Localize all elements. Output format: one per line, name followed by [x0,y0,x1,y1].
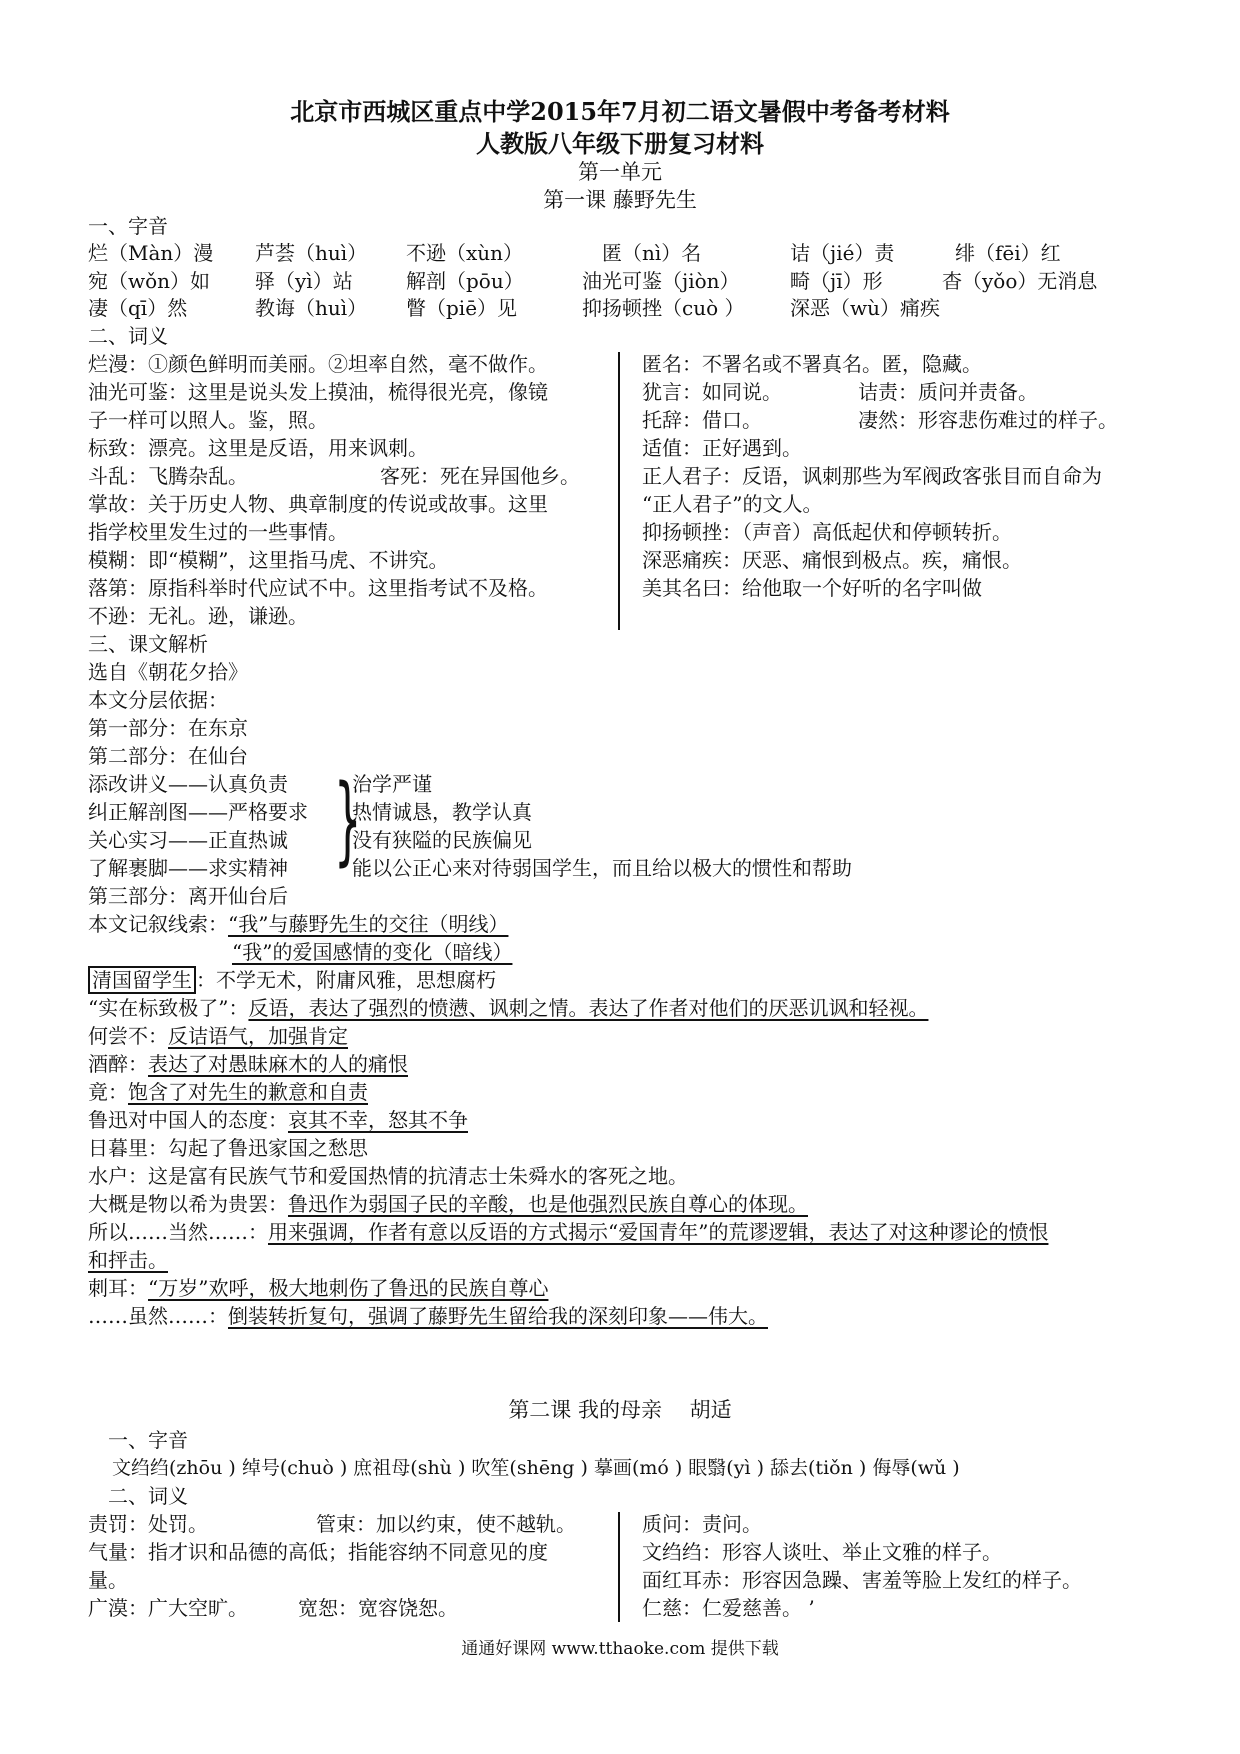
vocab-entry: “正人君子”的文人。 [642,492,823,516]
vocab-entry: 标致：漂亮。这里是反语，用来讽刺。 [88,436,428,460]
brace-right-item: 治学严谨 [352,772,432,796]
analysis-item [88,1302,768,1330]
pinyin-item: 凄（qī）然 [88,296,188,320]
analysis-item [88,1050,408,1078]
vocab-entry: 落第：原指科举时代应试不中。这里指考试不及格。 [88,576,548,600]
lesson-2-heading: 第二课 我的母亲 胡适 [508,1398,732,1422]
brace-right-item: 热情诚恳，教学认真 [352,800,532,824]
doc-subtitle: 人教版八年级下册复习材料 [476,129,764,158]
vocab-entry: 掌故：关于历史人物、典章制度的传说或故事。这里 [88,492,548,516]
brace-left-item: 关心实习——正直热诚 [88,828,288,852]
l2-pinyin-line: 文绉绉(zhōu ) 绰号(chuò ) 庶祖母(shù ) 吹笙(shēng ) 摹画(mó ) 眼翳(yì ) 舔去(tiǒn ) 侮辱(wǔ ) [112,1457,960,1479]
clue-line [88,910,508,938]
pinyin-item: 畸（jī）形 [790,269,883,293]
vocab-entry: 烂漫：①颜色鲜明而美丽。②坦率自然，毫不做作。 [88,352,548,376]
qing-desc: ：不学无术，附庸风雅，思想腐朽 [196,968,496,992]
vocab-entry: 匿名：不署名或不署真名。匿，隐藏。 [642,352,982,376]
brace-left-item: 纠正解剖图——严格要求 [88,800,308,824]
item-text: 反语，表达了强烈的愤懑、讽刺之情。表达了作者对他们的厌恶讥讽和轻视。 [248,996,929,1020]
item-label: 何尝不： [88,1024,168,1048]
analysis-item [88,1246,168,1274]
analysis-item [88,1022,348,1050]
vocab-entry: 凄然：形容悲伤难过的样子。 [858,408,1118,432]
analysis-line: 第一部分：在东京 [88,716,248,740]
pinyin-item: 驿（yì）站 [255,269,353,293]
item-label: 水户：这是富有民族气节和爱国热情的抗清志士朱舜水的客死之地。 [88,1164,688,1188]
pinyin-item: 瞥（piē）见 [406,296,518,320]
item-label: 大概是物以希为贵罢： [88,1192,288,1216]
pinyin-item: 油光可鉴（jiòn） [582,269,740,293]
l2-section-vocabulary: 二、词义 [108,1484,188,1508]
lesson-1-heading: 第一课 藤野先生 [543,188,697,212]
clue-implicit: “我”的爱国感情的变化（暗线） [232,940,513,964]
vocab-entry: 责罚：处罚。 [88,1512,208,1536]
item-text: 反诘语气，加强肯定 [168,1024,348,1048]
analysis-line: 第三部分：离开仙台后 [88,884,288,908]
pinyin-item: 深恶（wù）痛疾 [790,296,940,320]
item-label: “实在标致极了”： [88,996,249,1020]
column-divider [618,1512,620,1622]
brace-symbol: } [334,764,362,876]
vocab-entry: 抑扬顿挫：（声音）高低起伏和停顿转折。 [642,520,1012,544]
vocab-entry: 子一样可以照人。鉴，照。 [88,408,328,432]
clue-line [232,938,512,966]
item-label: 酒醉： [88,1052,148,1076]
brace-right-item: 能以公正心来对待弱国学生，而且给以极大的惯性和帮助 [352,856,852,880]
vocab-entry: 质问：责问。 [642,1512,762,1536]
clue-explicit: “我”与藤野先生的交往（明线） [228,912,509,936]
vocab-entry: 面红耳赤：形容因急躁、害羞等脸上发红的样子。 [642,1568,1082,1592]
analysis-item [88,1106,468,1134]
analysis-item [88,1078,368,1106]
item-label: 刺耳： [88,1276,148,1300]
vocab-entry: 犹言：如同说。 [642,380,782,404]
column-divider [618,352,620,630]
item-text: “万岁”欢呼，极大地刺伤了鲁迅的民族自尊心 [148,1276,549,1300]
pinyin-item: 不逊（xùn） [406,241,524,265]
vocab-entry: 仁慈：仁爱慈善。 ’ [642,1596,815,1620]
vocab-entry: 客死：死在异国他乡。 [380,464,580,488]
analysis-line: 本文分层依据： [88,688,228,712]
item-label: 所以……当然……： [88,1220,268,1244]
analysis-line: 选自《朝花夕拾》 [88,660,248,684]
analysis-item [88,1162,688,1190]
item-text: 表达了对愚昧麻木的人的痛恨 [148,1052,408,1076]
vocab-entry: 正人君子：反语，讽刺那些为军阀政客张目而自命为 [642,464,1102,488]
vocab-entry: 文绉绉：形容人谈吐、举止文雅的样子。 [642,1540,1002,1564]
analysis-item [88,1274,548,1302]
clue-label: 本文记叙线索： [88,912,228,936]
vocab-entry: 气量：指才识和品德的高低；指能容纳不同意见的度 [88,1540,548,1564]
pinyin-item: 绯（fēi）红 [955,241,1061,265]
item-text: 哀其不幸，怒其不争 [288,1108,468,1132]
pinyin-item: 诘（jié）责 [790,241,895,265]
vocab-entry: 管束：加以约束，使不越轨。 [316,1512,576,1536]
vocab-entry: 美其名曰：给他取一个好听的名字叫做 [642,576,982,600]
pinyin-item: 匿（nì）名 [602,241,702,265]
analysis-item [88,1190,808,1218]
vocab-entry: 托辞：借口。 [642,408,762,432]
boxed-term: 清国留学生 [88,966,196,994]
vocab-entry: 深恶痛疾：厌恶、痛恨到极点。疾，痛恨。 [642,548,1022,572]
l1-section-vocabulary: 二、词义 [88,324,168,348]
vocab-entry: 油光可鉴：这里是说头发上摸油，梳得很光亮，像镜 [88,380,548,404]
brace-left-item: 了解裹脚——求实精神 [88,856,288,880]
footer-credit: 通通好课网 www.tthaoke.com 提供下载 [461,1639,779,1659]
vocab-entry: 诘责：质问并责备。 [858,380,1038,404]
vocab-entry: 广漠：广大空旷。 [88,1596,248,1620]
pinyin-item: 芦荟（huì） [255,241,368,265]
item-text: 倒装转折复句，强调了藤野先生留给我的深刻印象——伟大。 [228,1304,768,1328]
analysis-line: 第二部分：在仙台 [88,744,248,768]
item-label: 日暮里：勾起了鲁迅家国之愁思 [88,1136,368,1160]
vocab-entry: 指学校里发生过的一些事情。 [88,520,348,544]
doc-title: 北京市西城区重点中学2015年7月初二语文暑假中考备考材料 [290,97,950,126]
item-text: 鲁迅作为弱国子民的辛酸，也是他强烈民族自尊心的体现。 [288,1192,808,1216]
brace-left-item: 添改讲义——认真负责 [88,772,288,796]
pinyin-item: 解剖（pōu） [406,269,524,293]
l1-section-analysis: 三、课文解析 [88,632,208,656]
vocab-entry: 模糊：即“模糊”，这里指马虎、不讲究。 [88,548,449,572]
pinyin-item: 杳（yǒo）无消息 [942,269,1098,293]
item-label: ……虽然……： [88,1304,228,1328]
brace-right-item: 没有狭隘的民族偏见 [352,828,532,852]
item-text: 饱含了对先生的歉意和自责 [128,1080,368,1104]
item-label: 竟： [88,1080,128,1104]
pinyin-item: 烂（Màn）漫 [88,241,214,265]
vocab-entry: 适值：正好遇到。 [642,436,802,460]
analysis-item [88,994,928,1022]
vocab-entry: 宽恕：宽容饶恕。 [298,1596,458,1620]
vocab-entry: 斗乱：飞腾杂乱。 [88,464,248,488]
analysis-item [88,1134,368,1162]
unit-heading: 第一单元 [578,160,662,184]
pinyin-item: 抑扬顿挫（cuò ） [582,296,745,320]
pinyin-item: 宛（wǒn）如 [88,269,211,293]
l2-section-pronunciation: 一、字音 [108,1428,188,1452]
pinyin-item: 教诲（huì） [255,296,368,320]
qing-line [88,966,496,994]
analysis-item [88,1218,1048,1246]
l1-section-pronunciation: 一、字音 [88,214,168,238]
vocab-entry: 量。 [88,1568,128,1592]
item-text: 用来强调，作者有意以反语的方式揭示“爱国青年”的荒谬逻辑，表达了对这种谬论的愤恨 [268,1220,1049,1244]
item-text: 和抨击。 [88,1248,168,1272]
vocab-entry: 不逊：无礼。逊，谦逊。 [88,604,308,628]
item-label: 鲁迅对中国人的态度： [88,1108,288,1132]
